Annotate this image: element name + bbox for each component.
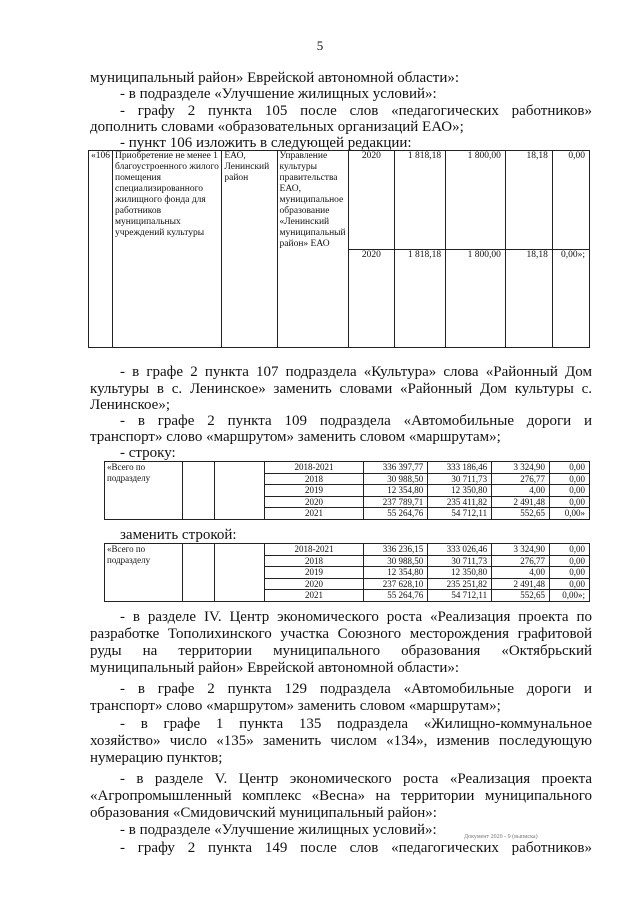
- text-line: - строку:: [120, 445, 176, 461]
- year-cell: 2018: [264, 555, 364, 567]
- empty-cell: [182, 544, 214, 602]
- value-cell: 1 800,00: [446, 151, 506, 250]
- year-cell: 2018-2021: [264, 544, 364, 556]
- total-cell: 336 236,15: [364, 544, 428, 556]
- total-cell: 30 988,50: [364, 473, 428, 485]
- value-cell: 12 350,80: [428, 485, 492, 497]
- value-cell: 3 324,90: [492, 462, 550, 474]
- text-line: руды на территории муниципального образования «Октябрьский: [90, 643, 592, 659]
- table-old-row: [104, 461, 590, 520]
- year-cell: 2018-2021: [264, 462, 364, 474]
- value-cell: 0,00»;: [549, 590, 589, 602]
- value-cell: 333 186,46: [428, 462, 492, 474]
- total-cell: 1 818,18: [395, 151, 446, 250]
- value-cell: 276,77: [492, 555, 550, 567]
- text-line: - в разделе V. Центр экономического роста «Реализация проекта: [120, 771, 592, 787]
- document-stamp: Документ 2020 - 9 (выписка): [464, 834, 538, 840]
- text-line: Ленинское»;: [90, 397, 171, 413]
- text-line: - в подразделе «Улучшение жилищных условий»:: [120, 86, 437, 102]
- value-cell: 0,00»;: [552, 249, 589, 348]
- table-punkt-106: [88, 150, 590, 348]
- value-cell: 0,00»: [549, 508, 589, 520]
- table-row: [89, 151, 590, 250]
- measure-description: Приобретение не менее 1 благоустроенного жилого помещения специализированного жилищного фонда для работников муниципальных учреждений культуры: [113, 151, 222, 348]
- value-cell: 333 026,46: [428, 544, 492, 556]
- value-cell: 552,65: [492, 590, 550, 602]
- page-number: 5: [316, 38, 324, 53]
- total-cell: 1 818,18: [395, 249, 446, 348]
- value-cell: 12 350,80: [428, 567, 492, 579]
- value-cell: 30 711,73: [428, 555, 492, 567]
- value-cell: 2 491,48: [492, 496, 550, 508]
- text-line: - в подразделе «Улучшение жилищных условий»:: [120, 822, 437, 838]
- text-line: транспорт» слово «маршрутом» заменить словом «маршрутам»;: [90, 429, 501, 445]
- text-line: муниципальный район» Еврейской автономной области»:: [90, 660, 460, 676]
- text-line: транспорт» слово «маршрутом» заменить словом «маршрутам»;: [90, 698, 501, 714]
- table-row: [105, 462, 590, 474]
- value-cell: 235 411,82: [428, 496, 492, 508]
- year-cell: 2020: [348, 249, 394, 348]
- table-row: [105, 544, 590, 556]
- year-cell: 2020: [264, 578, 364, 590]
- row-number: «106: [89, 151, 113, 348]
- subtotal-label: «Всего по подразделу: [105, 462, 183, 520]
- total-cell: 12 354,80: [364, 485, 428, 497]
- value-cell: 18,18: [505, 151, 552, 250]
- value-cell: 3 324,90: [492, 544, 550, 556]
- text-line: культуры в с. Ленинское» заменить словами «Районный Дом культуры с.: [90, 381, 592, 397]
- empty-cell: [214, 462, 264, 520]
- text-line: - пункт 106 изложить в следующей редакции:: [120, 135, 412, 151]
- text-line: дополнить словами «образовательных организаций ЕАО»;: [90, 119, 464, 135]
- value-cell: 276,77: [492, 473, 550, 485]
- value-cell: 2 491,48: [492, 578, 550, 590]
- text-line: образования «Смидовичский муниципальный район»:: [90, 805, 437, 821]
- text-line: нумерацию пунктов;: [90, 750, 223, 766]
- value-cell: 4,00: [492, 567, 550, 579]
- text-line: - в разделе IV. Центр экономического роста «Реализация проекта по: [120, 609, 592, 625]
- text-line: - в графе 2 пункта 129 подраздела «Автомобильные дороги и: [120, 681, 592, 697]
- total-cell: 336 397,77: [364, 462, 428, 474]
- year-cell: 2021: [264, 590, 364, 602]
- value-cell: 0,00: [549, 462, 589, 474]
- total-cell: 30 988,50: [364, 555, 428, 567]
- executor-cell: Управление культуры правительства ЕАО, муниципальное образование «Ленинский муниципальный район» ЕАО: [277, 151, 348, 348]
- text-line: муниципальный район» Еврейской автономной области»:: [90, 70, 460, 86]
- value-cell: 4,00: [492, 485, 550, 497]
- year-cell: 2020: [264, 496, 364, 508]
- value-cell: 54 712,11: [428, 590, 492, 602]
- value-cell: 54 712,11: [428, 508, 492, 520]
- text-line: «Агропромышленный комплекс «Весна» на территории муниципального: [90, 788, 592, 804]
- value-cell: 1 800,00: [446, 249, 506, 348]
- year-cell: 2018: [264, 473, 364, 485]
- empty-cell: [182, 462, 214, 520]
- year-cell: 2019: [264, 567, 364, 579]
- value-cell: 0,00: [549, 567, 589, 579]
- year-cell: 2020: [348, 151, 394, 250]
- total-cell: 55 264,76: [364, 508, 428, 520]
- value-cell: 18,18: [505, 249, 552, 348]
- value-cell: 0,00: [552, 151, 589, 250]
- year-cell: 2021: [264, 508, 364, 520]
- table-new-row: [104, 543, 590, 602]
- value-cell: 552,65: [492, 508, 550, 520]
- text-line: - графу 2 пункта 105 после слов «педагогических работников»: [120, 103, 592, 119]
- value-cell: 0,00: [549, 578, 589, 590]
- total-cell: 12 354,80: [364, 567, 428, 579]
- value-cell: 0,00: [549, 485, 589, 497]
- text-line: разработке Тополихинского участка Союзного месторождения графитовой: [90, 626, 592, 642]
- value-cell: 0,00: [549, 473, 589, 485]
- year-cell: 2019: [264, 485, 364, 497]
- text-line: - в графе 2 пункта 107 подраздела «Культура» слова «Районный Дом: [120, 364, 592, 380]
- total-cell: 55 264,76: [364, 590, 428, 602]
- text-line: - в графе 2 пункта 109 подраздела «Автомобильные дороги и: [120, 413, 592, 429]
- empty-cell: [214, 544, 264, 602]
- text-line: хозяйство» число «135» заменить числом «134», изменив последующую: [90, 733, 592, 749]
- text-line: - в графе 1 пункта 135 подраздела «Жилищно-коммунальное: [120, 716, 592, 732]
- value-cell: 30 711,73: [428, 473, 492, 485]
- value-cell: 0,00: [549, 544, 589, 556]
- total-cell: 237 628,10: [364, 578, 428, 590]
- value-cell: 235 251,82: [428, 578, 492, 590]
- text-line: заменить строкой:: [120, 527, 237, 543]
- value-cell: 0,00: [549, 555, 589, 567]
- subtotal-label: «Всего по подразделу: [105, 544, 183, 602]
- total-cell: 237 789,71: [364, 496, 428, 508]
- value-cell: 0,00: [549, 496, 589, 508]
- text-line: - графу 2 пункта 149 после слов «педагогических работников»: [120, 840, 592, 856]
- location-cell: ЕАО, Ленинский район: [222, 151, 277, 348]
